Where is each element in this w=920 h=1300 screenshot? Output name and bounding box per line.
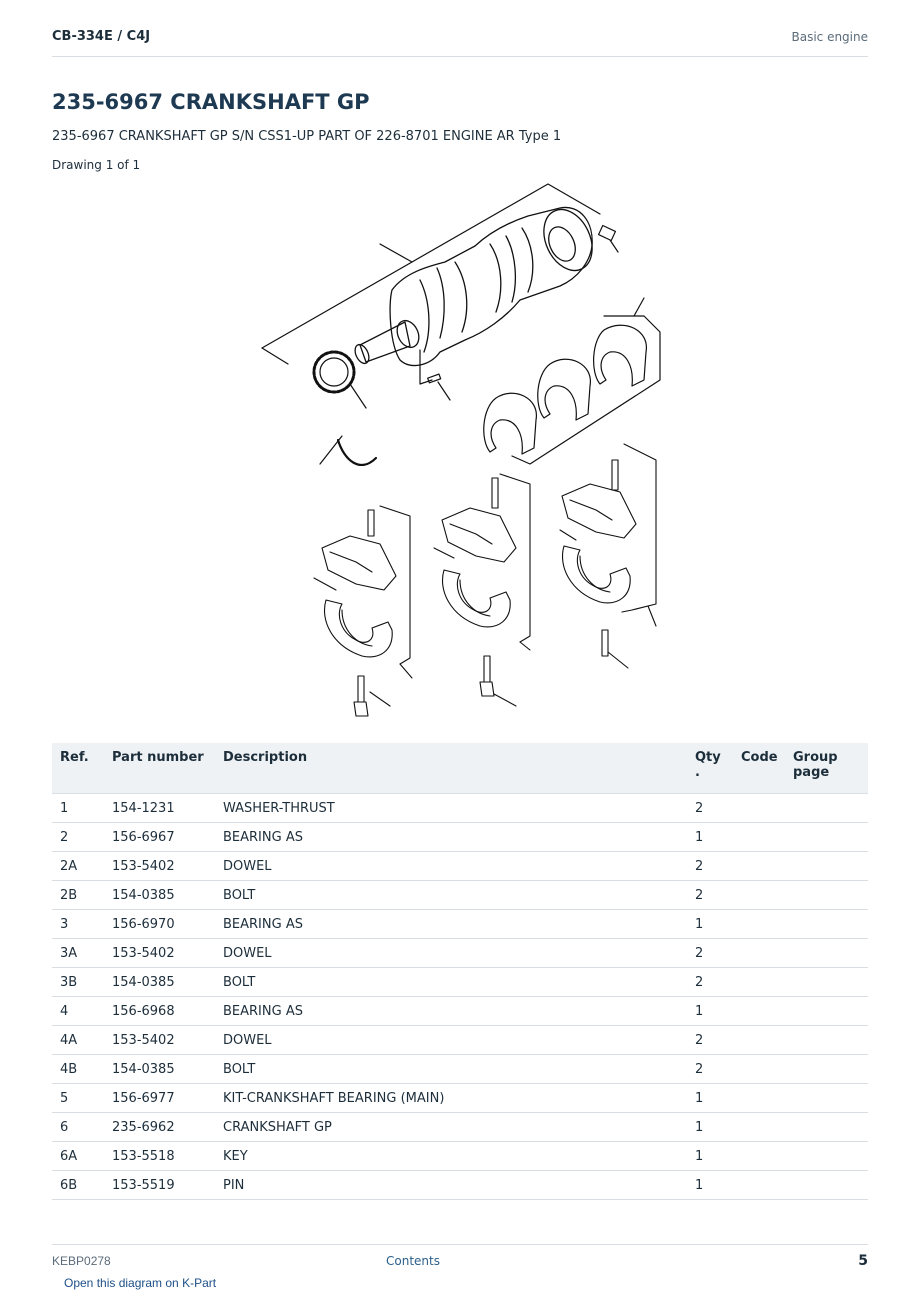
column-header-part-number: Part number: [104, 743, 215, 794]
cell-part-number: 153-5402: [104, 1026, 215, 1055]
cell-description: PIN: [215, 1171, 687, 1200]
cell-ref: 4B: [52, 1055, 104, 1084]
cell-description: DOWEL: [215, 1026, 687, 1055]
table-header-row: [52, 743, 868, 794]
cell-ref: 2: [52, 823, 104, 852]
cell-part-number: 154-0385: [104, 968, 215, 997]
table-row: [52, 794, 868, 823]
cell-code: [733, 910, 785, 939]
cell-part-number: 154-1231: [104, 794, 215, 823]
table-row: [52, 881, 868, 910]
table-row: [52, 939, 868, 968]
cell-code: [733, 794, 785, 823]
cell-description: BOLT: [215, 968, 687, 997]
cell-ref: 5: [52, 1084, 104, 1113]
table-row: [52, 1113, 868, 1142]
crankshaft-exploded-diagram: [240, 178, 680, 728]
cell-description: KIT-CRANKSHAFT BEARING (MAIN): [215, 1084, 687, 1113]
cell-code: [733, 1055, 785, 1084]
cell-group-page: [785, 852, 868, 881]
cell-group-page: [785, 794, 868, 823]
cell-part-number: 235-6962: [104, 1113, 215, 1142]
cell-group-page: [785, 997, 868, 1026]
cell-qty: 2: [687, 852, 733, 881]
cell-ref: 4: [52, 997, 104, 1026]
cell-ref: 2B: [52, 881, 104, 910]
cell-ref: 4A: [52, 1026, 104, 1055]
cell-description: BEARING AS: [215, 823, 687, 852]
cell-group-page: [785, 1113, 868, 1142]
table-row: [52, 1142, 868, 1171]
page-number: 5: [858, 1253, 868, 1269]
cell-ref: 1: [52, 794, 104, 823]
cell-code: [733, 997, 785, 1026]
cell-group-page: [785, 1026, 868, 1055]
cell-ref: 6: [52, 1113, 104, 1142]
cell-group-page: [785, 823, 868, 852]
column-header-ref: Ref.: [52, 743, 104, 794]
cell-qty: 2: [687, 881, 733, 910]
cell-qty: 2: [687, 968, 733, 997]
table-row: [52, 1084, 868, 1113]
cell-qty: 2: [687, 939, 733, 968]
cell-qty: 2: [687, 1026, 733, 1055]
cell-qty: 2: [687, 794, 733, 823]
cell-qty: 2: [687, 1055, 733, 1084]
cell-description: CRANKSHAFT GP: [215, 1113, 687, 1142]
cell-description: BOLT: [215, 1055, 687, 1084]
table-row: [52, 823, 868, 852]
cell-code: [733, 1084, 785, 1113]
cell-part-number: 153-5518: [104, 1142, 215, 1171]
column-header-code: Code: [733, 743, 785, 794]
cell-description: WASHER-THRUST: [215, 794, 687, 823]
cell-description: BOLT: [215, 881, 687, 910]
table-row: [52, 910, 868, 939]
cell-description: BEARING AS: [215, 997, 687, 1026]
cell-group-page: [785, 968, 868, 997]
cell-ref: 6B: [52, 1171, 104, 1200]
contents-link[interactable]: Contents: [386, 1254, 440, 1268]
cell-code: [733, 1142, 785, 1171]
cell-ref: 3: [52, 910, 104, 939]
cell-description: DOWEL: [215, 939, 687, 968]
cell-group-page: [785, 1142, 868, 1171]
cell-code: [733, 939, 785, 968]
cell-group-page: [785, 939, 868, 968]
drawing-count: Drawing 1 of 1: [52, 158, 141, 172]
table-row: [52, 1055, 868, 1084]
table-row: [52, 852, 868, 881]
cell-group-page: [785, 910, 868, 939]
cell-part-number: 156-6970: [104, 910, 215, 939]
cell-part-number: 154-0385: [104, 1055, 215, 1084]
cell-qty: 1: [687, 1142, 733, 1171]
page-title: 235-6967 CRANKSHAFT GP: [52, 90, 370, 114]
document-id: CB-334E / C4J: [52, 29, 151, 44]
cell-ref: 2A: [52, 852, 104, 881]
cell-group-page: [785, 1171, 868, 1200]
cell-part-number: 153-5402: [104, 852, 215, 881]
table-row: [52, 968, 868, 997]
cell-ref: 6A: [52, 1142, 104, 1171]
cell-code: [733, 1171, 785, 1200]
cell-part-number: 153-5402: [104, 939, 215, 968]
open-diagram-k-part-link[interactable]: Open this diagram on K-Part: [64, 1276, 217, 1290]
cell-qty: 1: [687, 997, 733, 1026]
cell-qty: 1: [687, 1171, 733, 1200]
cell-ref: 3A: [52, 939, 104, 968]
column-header-description: Description: [215, 743, 687, 794]
cell-code: [733, 1026, 785, 1055]
cell-code: [733, 1113, 785, 1142]
cell-qty: 1: [687, 1113, 733, 1142]
cell-part-number: 156-6977: [104, 1084, 215, 1113]
cell-part-number: 156-6968: [104, 997, 215, 1026]
column-header-qty: Qty .: [687, 743, 733, 794]
page-subtitle: 235-6967 CRANKSHAFT GP S/N CSS1-UP PART OF 226-8701 ENGINE AR Type 1: [52, 129, 562, 144]
table-row: [52, 1026, 868, 1055]
cell-code: [733, 852, 785, 881]
table-row: [52, 1171, 868, 1200]
page-header: [52, 0, 868, 57]
cell-qty: 1: [687, 823, 733, 852]
cell-qty: 1: [687, 910, 733, 939]
cell-code: [733, 881, 785, 910]
cell-description: DOWEL: [215, 852, 687, 881]
cell-code: [733, 968, 785, 997]
cell-group-page: [785, 1084, 868, 1113]
page-footer: [52, 1244, 868, 1275]
cell-description: KEY: [215, 1142, 687, 1171]
cell-code: [733, 823, 785, 852]
document-code: KEBP0278: [52, 1254, 111, 1268]
cell-qty: 1: [687, 1084, 733, 1113]
cell-group-page: [785, 1055, 868, 1084]
cell-part-number: 156-6967: [104, 823, 215, 852]
cell-part-number: 153-5519: [104, 1171, 215, 1200]
cell-group-page: [785, 881, 868, 910]
parts-table: [52, 743, 868, 1200]
cell-ref: 3B: [52, 968, 104, 997]
cell-description: BEARING AS: [215, 910, 687, 939]
column-header-group-page: Group page: [785, 743, 868, 794]
table-row: [52, 997, 868, 1026]
section-label: Basic engine: [791, 30, 868, 44]
cell-part-number: 154-0385: [104, 881, 215, 910]
